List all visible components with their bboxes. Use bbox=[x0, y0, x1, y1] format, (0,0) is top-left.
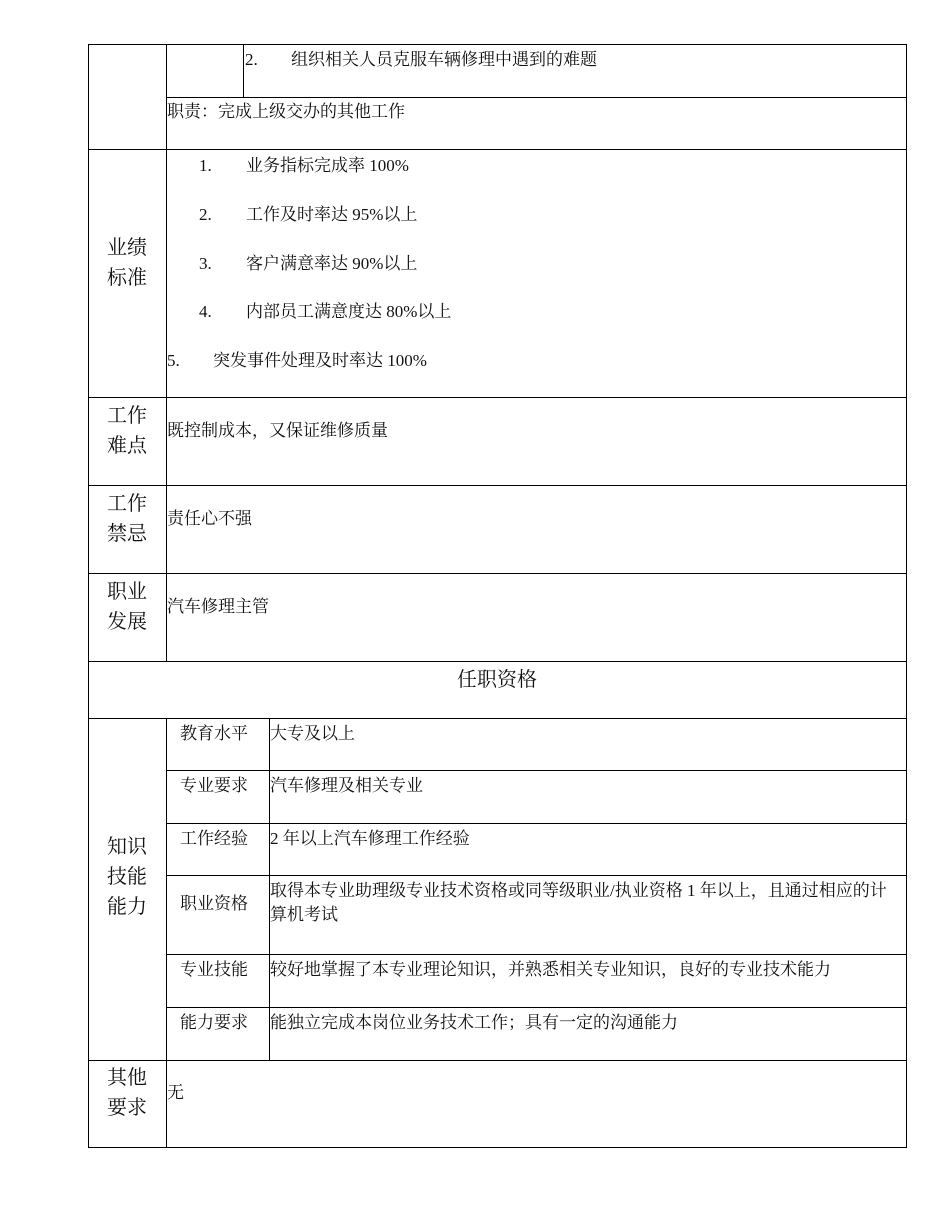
qualification-row-label: 能力要求 bbox=[180, 1013, 248, 1032]
performance-label-line1: 业绩 bbox=[107, 237, 147, 259]
qualification-row-label: 职业资格 bbox=[180, 894, 248, 913]
qualification-row-label: 专业要求 bbox=[180, 776, 248, 795]
performance-item-text: 客户满意率达 90%以上 bbox=[246, 254, 418, 273]
table-border-right bbox=[906, 44, 907, 1148]
qualification-row-value: 取得本专业助理级专业技术资格或同等级职业/执业资格 1 年以上，且通过相应的计算机考试 bbox=[270, 881, 887, 924]
performance-item-number: 5. bbox=[167, 351, 180, 370]
career-label-line2: 发展 bbox=[107, 611, 147, 633]
row-divider bbox=[88, 397, 907, 398]
row-divider bbox=[88, 718, 907, 719]
other-label-line1: 其他 bbox=[107, 1067, 147, 1089]
other-text: 无 bbox=[167, 1083, 184, 1102]
row-divider bbox=[88, 1060, 907, 1061]
performance-item-number: 4. bbox=[199, 302, 212, 321]
qualification-row-label: 专业技能 bbox=[180, 960, 248, 979]
row-divider bbox=[166, 823, 907, 824]
taboo-label-line2: 禁忌 bbox=[107, 523, 147, 545]
table-border-bottom bbox=[88, 1147, 907, 1148]
taboo-label bbox=[88, 489, 166, 549]
difficulty-text: 既控制成本，又保证维修质量 bbox=[167, 421, 388, 440]
difficulty-label bbox=[88, 401, 166, 461]
duty-subcolumn-divider bbox=[243, 44, 244, 97]
career-label-line1: 职业 bbox=[107, 581, 147, 603]
performance-label bbox=[88, 233, 166, 293]
performance-item-text: 突发事件处理及时率达 100% bbox=[213, 351, 427, 370]
qualifications-label-line1: 知识 bbox=[107, 836, 147, 858]
qualification-row-value: 汽车修理及相关专业 bbox=[270, 776, 423, 795]
row-divider bbox=[88, 485, 907, 486]
other-label bbox=[88, 1063, 166, 1123]
qualification-row-label: 教育水平 bbox=[180, 724, 248, 743]
qualification-row-value: 较好地掌握了本专业理论知识，并熟悉相关专业知识，良好的专业技术能力 bbox=[270, 960, 831, 979]
row-divider bbox=[166, 1007, 907, 1008]
taboo-text: 责任心不强 bbox=[167, 509, 252, 528]
row-divider bbox=[166, 875, 907, 876]
row-divider bbox=[166, 954, 907, 955]
performance-item-number: 2. bbox=[199, 205, 212, 224]
duty-item-number: 2. bbox=[245, 50, 258, 69]
performance-item-text: 工作及时率达 95%以上 bbox=[246, 205, 418, 224]
career-text: 汽车修理主管 bbox=[167, 597, 269, 616]
qualification-row-label: 工作经验 bbox=[180, 829, 248, 848]
taboo-label-line1: 工作 bbox=[107, 493, 147, 515]
difficulty-label-line2: 难点 bbox=[107, 435, 147, 457]
difficulty-label-line1: 工作 bbox=[107, 405, 147, 427]
row-divider bbox=[166, 770, 907, 771]
performance-item-number: 1. bbox=[199, 156, 212, 175]
qualifications-label-line3: 能力 bbox=[107, 896, 147, 918]
duty-item-text: 组织相关人员克服车辆修理中遇到的难题 bbox=[291, 50, 597, 69]
other-duty-text: 职责：完成上级交办的其他工作 bbox=[167, 102, 405, 121]
career-label bbox=[88, 577, 166, 637]
qualification-row-value: 大专及以上 bbox=[270, 724, 355, 743]
table-border-top bbox=[88, 44, 907, 45]
qualifications-section-title: 任职资格 bbox=[457, 669, 537, 691]
qualifications-label-line2: 技能 bbox=[107, 866, 147, 888]
performance-item-number: 3. bbox=[199, 254, 212, 273]
other-label-line2: 要求 bbox=[107, 1097, 147, 1119]
performance-item-text: 内部员工满意度达 80%以上 bbox=[246, 302, 452, 321]
row-divider bbox=[88, 661, 907, 662]
qualification-row-value: 能独立完成本岗位业务技术工作；具有一定的沟通能力 bbox=[270, 1013, 678, 1032]
performance-label-line2: 标准 bbox=[107, 267, 147, 289]
qualifications-label bbox=[88, 832, 166, 922]
qualification-row-value: 2 年以上汽车修理工作经验 bbox=[270, 829, 470, 848]
row-divider bbox=[88, 573, 907, 574]
row-divider bbox=[88, 149, 907, 150]
row-divider bbox=[166, 97, 907, 98]
performance-item-text: 业务指标完成率 100% bbox=[246, 156, 409, 175]
